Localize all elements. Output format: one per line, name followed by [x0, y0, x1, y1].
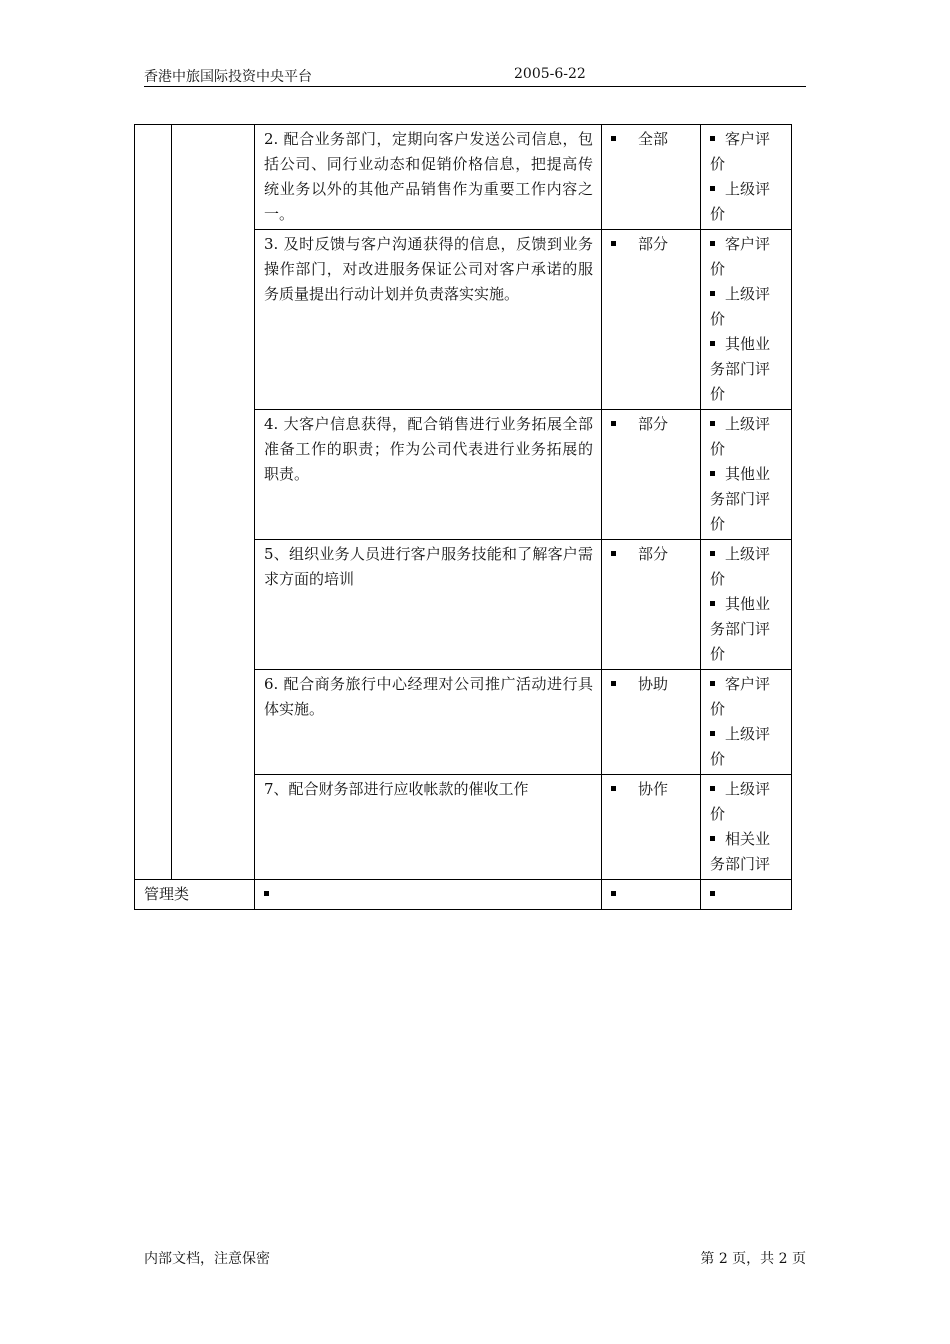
evaluation-item: 上级评价	[710, 780, 771, 823]
responsibility-cell: 协作	[602, 775, 701, 880]
bullet-icon	[710, 341, 715, 346]
table-row	[135, 125, 792, 230]
duty-description: 2. 配合业务部门，定期向客户发送公司信息，包括公司、同行业动态和促销价格信息，把提高传统业务以外的其他产品销售作为重要工作内容之一。	[255, 125, 602, 230]
responsibility-cell: 部分	[602, 410, 701, 540]
evaluation-item: 客户评价	[710, 235, 771, 278]
bullet-icon	[611, 136, 616, 141]
bullet-icon	[710, 836, 715, 841]
evaluation-cell	[701, 125, 792, 230]
bullet-icon	[710, 681, 715, 686]
evaluation-item: 上级评价	[710, 180, 771, 223]
responsibility-cell	[602, 880, 701, 910]
evaluation-item: 其他业务部门评价	[710, 595, 771, 663]
category-label: 管理类	[135, 880, 255, 910]
header-company: 香港中旅国际投资中央平台	[144, 69, 312, 85]
bullet-icon	[710, 731, 715, 736]
evaluation-cell	[701, 775, 792, 880]
bullet-icon	[611, 681, 616, 686]
bullet-icon	[710, 241, 715, 246]
duty-description: 4. 大客户信息获得，配合销售进行业务拓展全部准备工作的职责；作为公司代表进行业务拓展的职责。	[255, 410, 602, 540]
bullet-icon	[710, 601, 715, 606]
evaluation-item: 上级评价	[710, 725, 771, 768]
bullet-icon	[611, 241, 616, 246]
bullet-icon	[710, 136, 715, 141]
evaluation-item: 上级评价	[710, 415, 771, 458]
evaluation-item: 上级评价	[710, 285, 771, 328]
footer-confidential: 内部文档，注意保密	[144, 1251, 270, 1267]
bullet-icon	[611, 786, 616, 791]
table-row-management	[135, 880, 792, 910]
duties-table	[134, 124, 792, 910]
bullet-icon	[710, 421, 715, 426]
evaluation-item: 相关业务部门评	[710, 830, 771, 873]
evaluation-cell	[701, 670, 792, 775]
duty-description: 6. 配合商务旅行中心经理对公司推广活动进行具体实施。	[255, 670, 602, 775]
bullet-icon	[710, 186, 715, 191]
category-cell-empty	[135, 125, 172, 880]
page-footer	[144, 1248, 806, 1268]
duty-description: 7、配合财务部进行应收帐款的催收工作	[255, 775, 602, 880]
bullet-icon	[710, 291, 715, 296]
evaluation-item: 上级评价	[710, 545, 771, 588]
page-header	[144, 66, 806, 87]
evaluation-item: 客户评价	[710, 675, 771, 718]
evaluation-cell	[701, 230, 792, 410]
bullet-icon	[710, 786, 715, 791]
header-date: 2005-6-22	[514, 66, 586, 82]
bullet-icon	[710, 551, 715, 556]
bullet-icon	[710, 471, 715, 476]
responsibility-cell: 协助	[602, 670, 701, 775]
responsibility-cell: 全部	[602, 125, 701, 230]
evaluation-item: 客户评价	[710, 130, 771, 173]
bullet-icon	[611, 421, 616, 426]
footer-page-number: 第 2 页，共 2 页	[700, 1251, 806, 1267]
duty-description: 5、组织业务人员进行客户服务技能和了解客户需求方面的培训	[255, 540, 602, 670]
responsibility-cell: 部分	[602, 540, 701, 670]
bullet-icon	[611, 891, 616, 896]
bullet-icon	[264, 891, 269, 896]
duty-description: 3. 及时反馈与客户沟通获得的信息，反馈到业务操作部门，对改进服务保证公司对客户承诺的服务质量提出行动计划并负责落实实施。	[255, 230, 602, 410]
subcategory-cell-empty	[172, 125, 255, 880]
evaluation-cell	[701, 410, 792, 540]
evaluation-item: 其他业务部门评价	[710, 335, 771, 403]
evaluation-item: 其他业务部门评价	[710, 465, 771, 533]
bullet-icon	[611, 551, 616, 556]
evaluation-cell	[701, 540, 792, 670]
bullet-icon	[710, 891, 715, 896]
evaluation-cell	[701, 880, 792, 910]
duty-description	[255, 880, 602, 910]
responsibility-cell: 部分	[602, 230, 701, 410]
